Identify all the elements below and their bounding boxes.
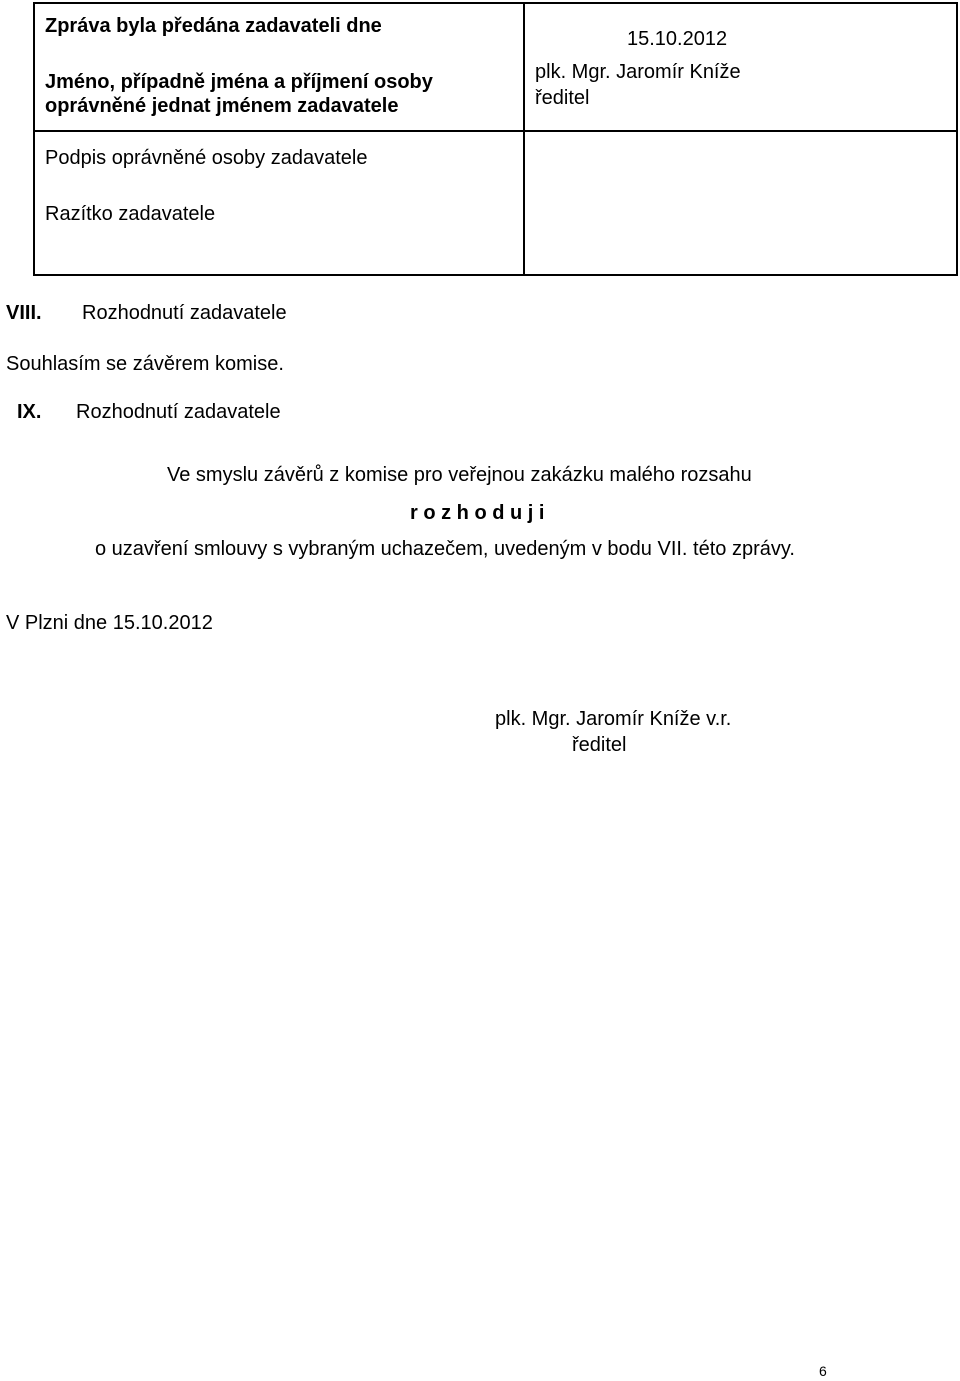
section-ix-decision: r o z h o d u j i xyxy=(410,502,545,524)
name-value-line2: ředitel xyxy=(535,87,590,109)
signature-label: Podpis oprávněné osoby zadavatele xyxy=(45,147,368,169)
section-ix-title: Rozhodnutí zadavatele xyxy=(76,401,281,423)
section-ix-intro: Ve smyslu závěrů z komise pro veřejnou zakázku malého rozsahu xyxy=(167,464,752,486)
section-ix-conclusion: o uzavření smlouvy s vybraným uchazečem, uvedeným v bodu VII. této zprávy. xyxy=(95,538,795,560)
delivered-date: 15.10.2012 xyxy=(627,28,728,50)
signatory-name: plk. Mgr. Jaromír Kníže v.r. xyxy=(495,708,732,730)
stamp-label: Razítko zadavatele xyxy=(45,203,216,225)
section-viii-text: Souhlasím se závěrem komise. xyxy=(6,353,284,375)
signatory-title: ředitel xyxy=(572,734,627,756)
table-row-divider xyxy=(33,130,958,132)
name-value-line1: plk. Mgr. Jaromír Kníže xyxy=(535,61,741,83)
page-number: 6 xyxy=(819,1363,827,1379)
name-label-line2: oprávněné jednat jménem zadavatele xyxy=(45,95,399,117)
place-date: V Plzni dne 15.10.2012 xyxy=(6,612,213,634)
name-label-line1: Jméno, případně jména a příjmení osoby xyxy=(45,71,433,93)
section-ix-number: IX. xyxy=(17,401,42,423)
form-table xyxy=(33,2,958,276)
delivered-label: Zpráva byla předána zadavateli dne xyxy=(45,15,382,37)
table-column-divider xyxy=(523,2,525,276)
section-viii-number: VIII. xyxy=(6,302,42,324)
section-viii-title: Rozhodnutí zadavatele xyxy=(82,302,287,324)
